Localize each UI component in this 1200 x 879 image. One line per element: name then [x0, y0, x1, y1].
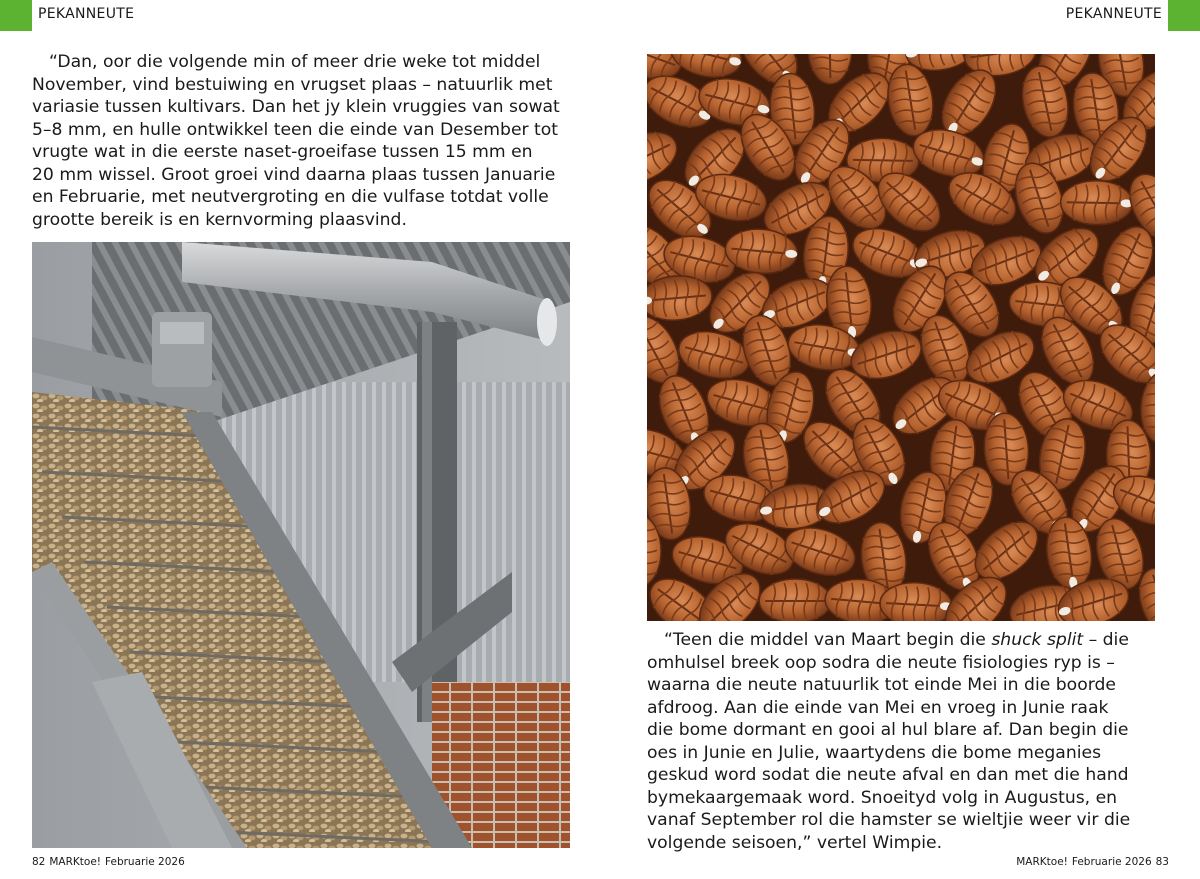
- paragraph-line: geskud word sodat die neute afval en dan met die hand: [647, 765, 1129, 785]
- right-page: [600, 0, 1200, 879]
- paragraph-line: variasie tussen kultivars. Dan het jy klein vruggies van sowat: [32, 97, 560, 117]
- pecan-illustration: [647, 54, 1155, 621]
- issue-date: Februarie 2026: [1071, 856, 1152, 868]
- paragraph-line: waarna die neute natuurlik tot einde Mei in die boorde: [647, 675, 1116, 695]
- pecan-half: [1060, 180, 1133, 225]
- section-tab-left: [0, 0, 32, 31]
- paragraph-line: 20 mm wissel. Groot groei vind daarna plaas tussen Januarie: [32, 164, 556, 185]
- magazine-name: MARKtoe!: [49, 856, 102, 868]
- paragraph-line: volgende seisoen,” vertel Wimpie.: [647, 832, 943, 853]
- article-paragraph-right: [647, 629, 1167, 854]
- conveyor-photo: [32, 242, 570, 848]
- pecan-half: [759, 579, 831, 621]
- page-number: 82: [32, 856, 46, 868]
- section-tab-right: [1168, 0, 1200, 31]
- paragraph-line: “Dan, oor die volgende min of meer drie weke tot middel: [49, 52, 541, 72]
- paragraph-line: die bome dormant en gooi al hul blare af. Dan begin die: [647, 720, 1129, 740]
- italic-term: shuck split: [991, 630, 1084, 650]
- paragraph-line: oes in Junie en Julie, waartydens die bome meganies: [647, 742, 1102, 763]
- section-label-left: PEKANNEUTE: [38, 6, 135, 22]
- conveyor-illustration: [32, 242, 570, 848]
- folio-left: [32, 856, 185, 868]
- paragraph-line-end: – die: [1083, 630, 1129, 650]
- pecan-halves-photo: [647, 54, 1155, 621]
- folio-right: [1016, 856, 1169, 868]
- paragraph-line: vrugte wat in die eerste naset-groeifase tussen 15 mm en: [32, 142, 533, 162]
- article-paragraph-left: [32, 51, 572, 231]
- section-label-right: PEKANNEUTE: [1065, 6, 1162, 22]
- paragraph-line-start: “Teen die middel van Maart begin die: [664, 630, 992, 650]
- paragraph-line: omhulsel breek oop sodra die neute fisiologies ryp is –: [647, 652, 1115, 673]
- magazine-name: MARKtoe!: [1016, 856, 1068, 868]
- paragraph-line: afdroog. Aan die einde van Mei en vroeg in Junie raak: [647, 697, 1109, 718]
- paragraph-line: en Februarie, met neutvergroting en die vulfase totdat volle: [32, 187, 549, 207]
- paragraph-line: vanaf September rol die hamster se wieltjie weer vir die: [647, 810, 1131, 830]
- paragraph-line: 5–8 mm, en hulle ontwikkel teen die einde van Desember tot: [32, 119, 559, 140]
- page-number: 83: [1155, 856, 1169, 868]
- paragraph-line: grootte bereik is en kernvorming plaasvind.: [32, 209, 407, 230]
- paragraph-line: bymekaargemaak word. Snoeityd volg in Augustus, en: [647, 787, 1118, 808]
- issue-date: Februarie 2026: [105, 856, 185, 868]
- paragraph-line: November, vind bestuiwing en vrugset plaas – natuurlik met: [32, 74, 553, 95]
